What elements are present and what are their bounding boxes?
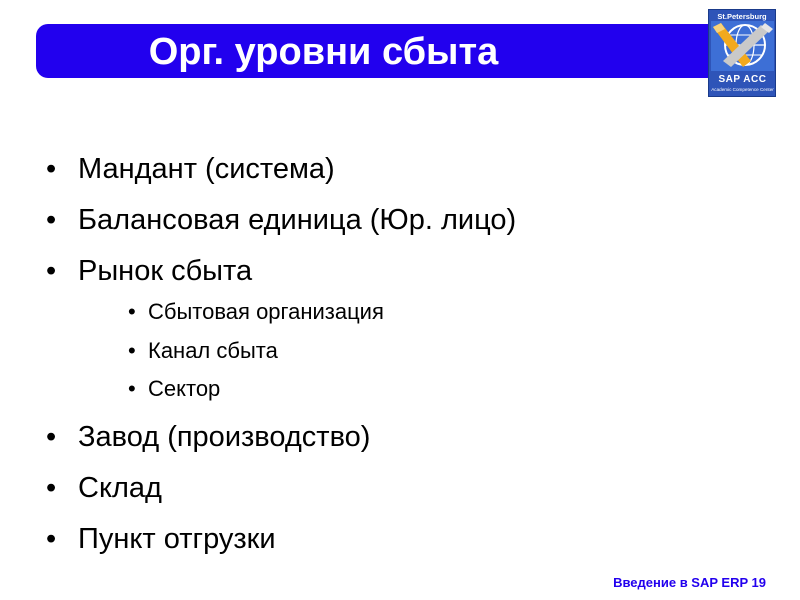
bullet-icon: • — [46, 472, 57, 504]
logo-subtitle-text: Academic Competence Center — [711, 87, 774, 92]
sub-bullet-icon: • — [128, 338, 136, 363]
list-item — [46, 470, 162, 506]
sub-list-item — [128, 337, 278, 365]
sub-list-item-text: Канал сбыта — [148, 338, 278, 363]
logo-emblem-icon — [711, 21, 774, 71]
logo-brand-text: SAP ACC — [718, 74, 767, 85]
list-item — [46, 253, 252, 289]
list-item — [46, 521, 276, 557]
slide-footer — [613, 575, 766, 590]
list-item-text: Завод (производство) — [78, 421, 371, 453]
page-number: 19 — [751, 575, 766, 590]
list-item — [46, 202, 516, 238]
bullet-icon: • — [46, 153, 57, 185]
sub-list-item — [128, 298, 384, 326]
bullet-icon: • — [46, 204, 57, 236]
list-item — [46, 419, 370, 455]
list-item-text: Склад — [78, 472, 162, 504]
logo-city-text: St.Petersburg — [711, 12, 773, 21]
sub-bullet-icon: • — [128, 376, 136, 401]
sap-acc-logo — [708, 9, 776, 97]
list-item-text: Пункт отгрузки — [78, 523, 276, 555]
slide-title: Орг. уровни сбыта — [148, 31, 499, 73]
sub-bullet-icon: • — [128, 299, 136, 324]
list-item-text: Рынок сбыта — [78, 255, 253, 287]
list-item — [46, 151, 335, 187]
bullet-icon: • — [46, 523, 57, 555]
list-item-text: Балансовая единица (Юр. лицо) — [78, 204, 517, 236]
sub-list-item-text: Сектор — [148, 376, 221, 401]
bullet-icon: • — [46, 421, 57, 453]
sub-list-item-text: Сбытовая организация — [148, 299, 384, 324]
bullet-icon: • — [46, 255, 57, 287]
list-item-text: Мандант (система) — [78, 153, 335, 185]
footer-course-title: Введение в SAP ERP — [613, 575, 748, 590]
sub-list-item — [128, 375, 220, 403]
